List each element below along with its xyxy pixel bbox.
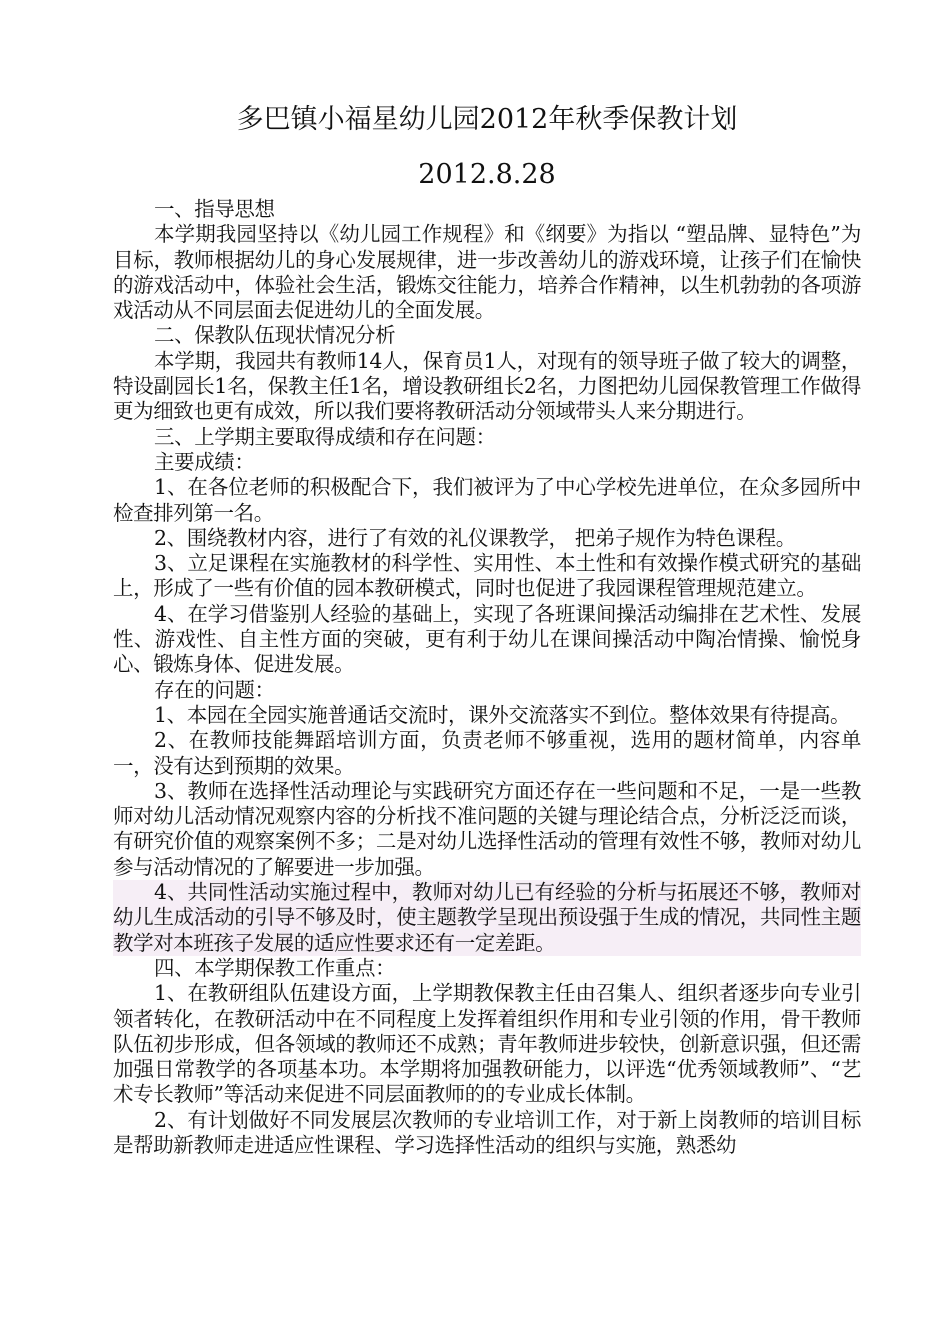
document-body bbox=[113, 197, 861, 1158]
paragraph: 本学期我园坚持以《幼儿园工作规程》和《纲要》为指以 “塑品牌、显特色”为目标，教师根据幼儿的身心发展规律，进一步改善幼儿的游戏环境，让孩子们在愉快的游戏活动中，体验社会生活，锻炼交往能力，培养合作精神，以生机勃勃的各项游戏活动从不同层面去促进幼儿的全面发展。 bbox=[113, 222, 861, 323]
section-heading-staff-analysis: 二、保教队伍现状情况分析 bbox=[154, 323, 396, 348]
document-page bbox=[113, 100, 861, 1158]
section-heading-last-term: 三、上学期主要取得成绩和存在问题： bbox=[154, 424, 496, 449]
section-heading-guiding-ideology: 一、指导思想 bbox=[154, 197, 275, 221]
document-date: 2012.8.28 bbox=[418, 159, 556, 190]
list-item: 2、围绕教材内容，进行了有效的礼仪课教学， 把弟子规作为特色课程。 bbox=[154, 525, 796, 550]
document-title: 多巴镇小福星幼儿园2012年秋季保教计划 bbox=[236, 104, 738, 135]
subheading-achievements: 主要成绩： bbox=[154, 449, 255, 474]
list-item: 1、在教研组队伍建设方面，上学期教保教主任由召集人、组织者逐步向专业引领者转化，在教研活动中在不同程度上发挥着组织作用和专业引领的作用，骨干教师队伍初步形成，但各领域的教师还不成熟；青年教师进步较快，创新意识强，但还需加强日常教学的各项基本功。本学期将加强教研能力，以评选“优秀领域教师”、“艺术专长教师”等活动来促进不同层面教师的的专业成长体制。 bbox=[113, 981, 861, 1107]
list-item: 1、在各位老师的积极配合下，我们被评为了中心学校先进单位，在众多园所中检查排列第一名。 bbox=[113, 475, 861, 525]
list-item: 1、本园在全园实施普通话交流时，课外交流落实不到位。整体效果有待提高。 bbox=[154, 702, 851, 727]
list-item-highlighted: 4、共同性活动实施过程中，教师对幼儿已有经验的分析与拓展还不够，教师对幼儿生成活动的引导不够及时，使主题教学呈现出预设强于生成的情况，共同性主题教学对本班孩子发展的适应性要求还有一定差距。 bbox=[113, 880, 861, 955]
list-item: 2、有计划做好不同发展层次教师的专业培训工作，对于新上岗教师的培训目标是帮助新教师走进适应性课程、学习选择性活动的组织与实施，熟悉幼 bbox=[113, 1107, 861, 1157]
paragraph: 本学期，我园共有教师14人，保育员1人，对现有的领导班子做了较大的调整，特设副园长1名，保教主任1名，增设教研组长2名，力图把幼儿园保教管理工作做得更为细致也更有成效，所以我们要将教研活动分领域带头人来分期进行。 bbox=[113, 348, 861, 424]
list-item: 3、立足课程在实施教材的科学性、实用性、本土性和有效操作模式研究的基础上，形成了一些有价值的园本教研模式，同时也促进了我园课程管理规范建立。 bbox=[113, 551, 861, 601]
subheading-problems: 存在的问题： bbox=[154, 677, 275, 702]
list-item: 3、教师在选择性活动理论与实践研究方面还存在一些问题和不足，一是一些教师对幼儿活动情况观察内容的分析找不准问题的关键与理论结合点，分析泛泛而谈，有研究价值的观察案例不多；二是对幼儿选择性活动的管理有效性不够，教师对幼儿参与活动情况的了解要进一步加强。 bbox=[113, 778, 861, 879]
list-item: 4、在学习借鉴别人经验的基础上，实现了各班课间操活动编排在艺术性、发展性、游戏性、自主性方面的突破，更有利于幼儿在课间操活动中陶冶情操、愉悦身心、锻炼身体、促进发展。 bbox=[113, 601, 861, 677]
section-heading-priorities: 四、本学期保教工作重点： bbox=[154, 955, 396, 980]
list-item: 2、在教师技能舞蹈培训方面，负责老师不够重视，选用的题材简单，内容单一，没有达到预期的效果。 bbox=[113, 728, 861, 778]
